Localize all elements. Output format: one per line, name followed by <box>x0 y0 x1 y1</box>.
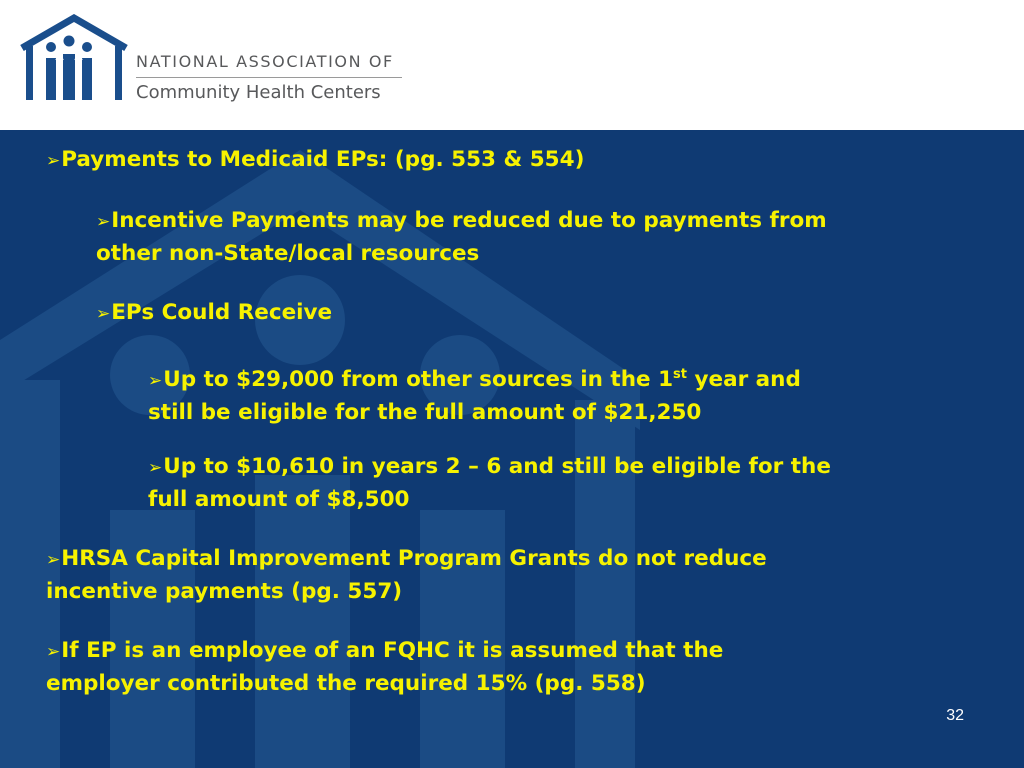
bullet-incentive-reduced: ➢Incentive Payments may be reduced due to payments from other non-State/local resources <box>96 208 827 266</box>
bullet-eps-could-receive: ➢EPs Could Receive <box>96 300 333 325</box>
bullet-medicaid-payments: ➢Payments to Medicaid EPs: (pg. 553 & 554) <box>46 147 585 172</box>
bullet-29000-first-year: ➢Up to $29,000 from other sources in the 1st year and still be eligible for the full amount of $21,250 <box>148 367 801 426</box>
arrow-bullet-icon: ➢ <box>148 458 163 478</box>
page-number: 32 <box>946 707 964 724</box>
arrow-bullet-icon: ➢ <box>46 642 61 662</box>
nachc-logo-icon <box>18 14 130 104</box>
arrow-bullet-icon: ➢ <box>148 371 163 392</box>
arrow-bullet-icon: ➢ <box>96 304 111 324</box>
slide-header <box>0 0 1024 130</box>
org-name-line1: NATIONAL ASSOCIATION OF <box>136 52 394 71</box>
bullet-hrsa-grants: ➢HRSA Capital Improvement Program Grants do not reduce incentive payments (pg. 557) <box>46 546 767 604</box>
slide-body <box>0 130 1024 768</box>
arrow-bullet-icon: ➢ <box>46 151 61 171</box>
bullet-10610-years-2-6: ➢Up to $10,610 in years 2 – 6 and still be eligible for the full amount of $8,500 <box>148 454 831 512</box>
org-name-line2: Community Health Centers <box>136 82 381 103</box>
bullet-fqhc-employee: ➢If EP is an employee of an FQHC it is assumed that the employer contributed the required 15% (pg. 558) <box>46 638 724 696</box>
arrow-bullet-icon: ➢ <box>96 212 111 232</box>
org-divider <box>136 77 402 78</box>
arrow-bullet-icon: ➢ <box>46 550 61 570</box>
